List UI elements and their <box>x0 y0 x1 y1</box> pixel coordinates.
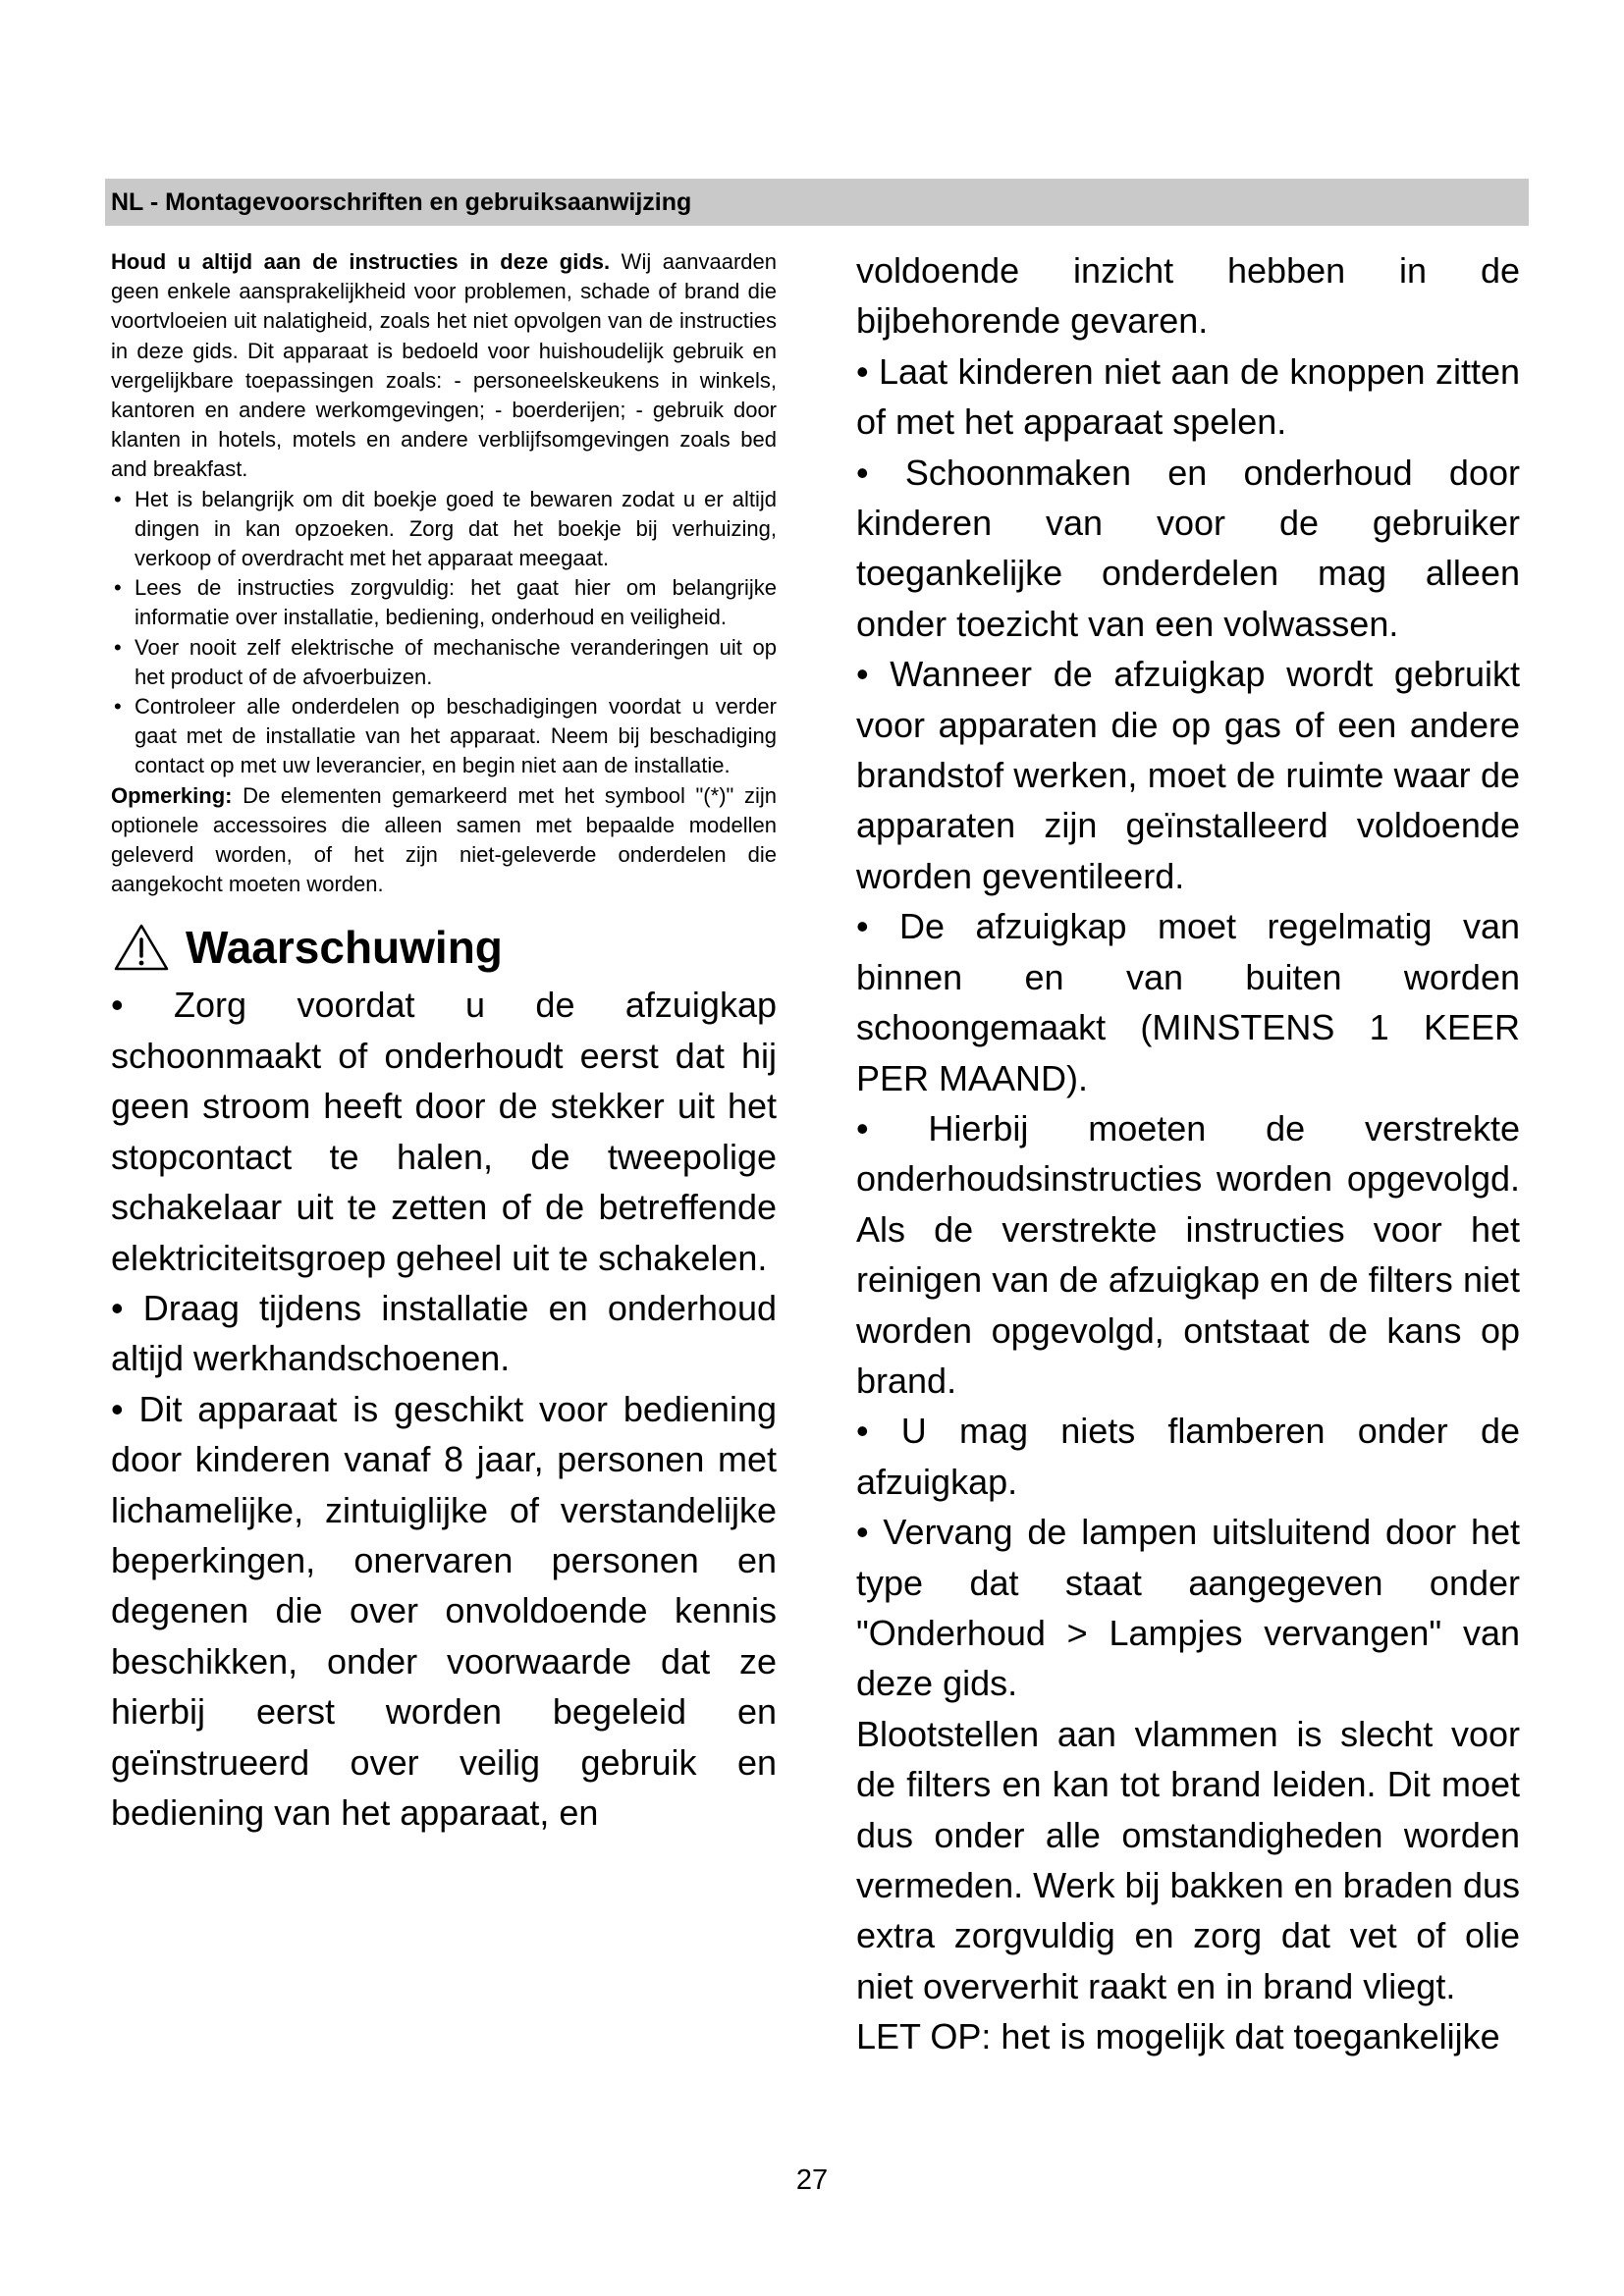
warning-triangle-icon <box>113 923 170 972</box>
left-column <box>111 247 777 1838</box>
warning-paragraph: • Vervang de lampen uitsluitend door het type dat staat aangegeven onder "Onderhoud > Lampjes vervangen" van deze gids. <box>856 1512 1520 1704</box>
intro-bold: Houd u altijd aan de instructies in deze gids. <box>111 249 611 274</box>
warning-paragraph: • U mag niets flamberen onder de afzuigkap. <box>856 1411 1520 1502</box>
intro-paragraph <box>111 247 777 485</box>
warning-paragraph: • Wanneer de afzuigkap wordt gebruikt voor apparaten die op gas of een andere brandstof werken, moet de ruimte waar de apparaten zijn geïnstalleerd voldoende worden geventileerd. <box>856 654 1520 896</box>
warning-title: Waarschuwing <box>186 922 503 974</box>
warning-paragraph: • Dit apparaat is geschikt voor bediening door kinderen vanaf 8 jaar, personen met lichamelijke, zintuiglijke of verstandelijke beperkingen, onervaren personen en degenen die over onvoldoende kennis beschikken, onder voorwaarde dat ze hierbij eerst worden begeleid en geïnstrueerd over veilig gebruik en bediening van het apparaat, en <box>111 1388 777 1833</box>
page-number: 27 <box>795 2164 829 2196</box>
intro-block <box>111 247 777 899</box>
warning-paragraph: • Zorg voordat u de afzuigkap schoonmaakt of onderhoudt eerst dat hij geen stroom heeft door de stekker uit het stopcontact te halen, de tweepolige schakelaar uit te zetten of de betreffende elektriciteitsgroep geheel uit te schakelen. <box>111 985 777 1278</box>
warning-paragraph: voldoende inzicht hebben in de bijbehorende gevaren. <box>856 250 1520 342</box>
list-item: • Voer nooit zelf elektrische of mechanische veranderingen uit op het product of de afvoerbuizen. <box>111 633 777 692</box>
warning-left-text <box>111 980 777 1838</box>
note-label: Opmerking: <box>111 782 233 808</box>
warning-paragraph: Blootstellen aan vlammen is slecht voor de filters en kan tot brand leiden. Dit moet dus onder alle omstandigheden worden vermeden. Werk bij bakken en braden dus extra zorgvuldig en zorg dat vet of olie niet oververhit raakt en in brand vliegt. <box>856 1713 1520 2006</box>
right-column <box>856 245 1520 2062</box>
header-title: NL - Montagevoorschriften en gebruiksaanwijzing <box>111 188 692 216</box>
warning-paragraph: • Hierbij moeten de verstrekte onderhoudsinstructies worden opgevolgd. Als de verstrekte instructies voor het reinigen van de afzuigkap en de filters niet worden opgevolgd, ontstaat de kans op brand. <box>856 1107 1520 1401</box>
warning-paragraph: • De afzuigkap moet regelmatig van binnen en van buiten worden schoongemaakt (MINSTENS 1 KEER PER MAAND). <box>856 906 1520 1098</box>
list-item: • Het is belangrijk om dit boekje goed te bewaren zodat u er altijd dingen in kan opzoeken. Zorg dat het boekje bij verhuizing, verkoop of overdracht met het apparaat meegaat. <box>111 485 777 574</box>
warning-paragraph: LET OP: het is mogelijk dat toegankelijke <box>856 2016 1500 2057</box>
warning-paragraph: • Draag tijdens installatie en onderhoud altijd werkhandschoenen. <box>111 1287 777 1379</box>
warning-paragraph: • Schoonmaken en onderhoud door kinderen van voor de gebruiker toegankelijke onderdelen mag alleen onder toezicht van een volwassen. <box>856 452 1520 644</box>
list-item: • Controleer alle onderdelen op beschadigingen voordat u verder gaat met de installatie van het apparaat. Neem bij beschadiging contact op met uw leverancier, en begin niet aan de installatie. <box>111 692 777 781</box>
note-paragraph <box>111 781 777 900</box>
note-text: De elementen gemarkeerd met het symbool "(*)" zijn optionele accessoires die alleen samen met bepaalde modellen geleverd worden, of het zijn niet-geleverde onderdelen die aangekocht moeten worden. <box>111 782 777 897</box>
warning-paragraph: • Laat kinderen niet aan de knoppen zitten of met het apparaat spelen. <box>856 350 1520 443</box>
list-item: • Lees de instructies zorgvuldig: het gaat hier om belangrijke informatie over installatie, bediening, onderhoud en veiligheid. <box>111 573 777 632</box>
intro-text: Wij aanvaarden geen enkele aansprakelijkheid voor problemen, schade of brand die voortvloeien uit nalatigheid, zoals het niet opvolgen van de instructies in deze gids. Dit apparaat is bedoeld voor huishoudelijk gebruik en vergelijkbare toepassingen zoals: - personeelskeukens in winkels, kantoren en andere werkomgevingen; - boerderijen; - gebruik door klanten in hotels, motels en andere verblijfsomgevingen zoals bed and breakfast. <box>111 249 777 482</box>
section-header <box>105 179 1529 226</box>
warning-heading <box>111 915 777 980</box>
instruction-list <box>111 485 777 781</box>
